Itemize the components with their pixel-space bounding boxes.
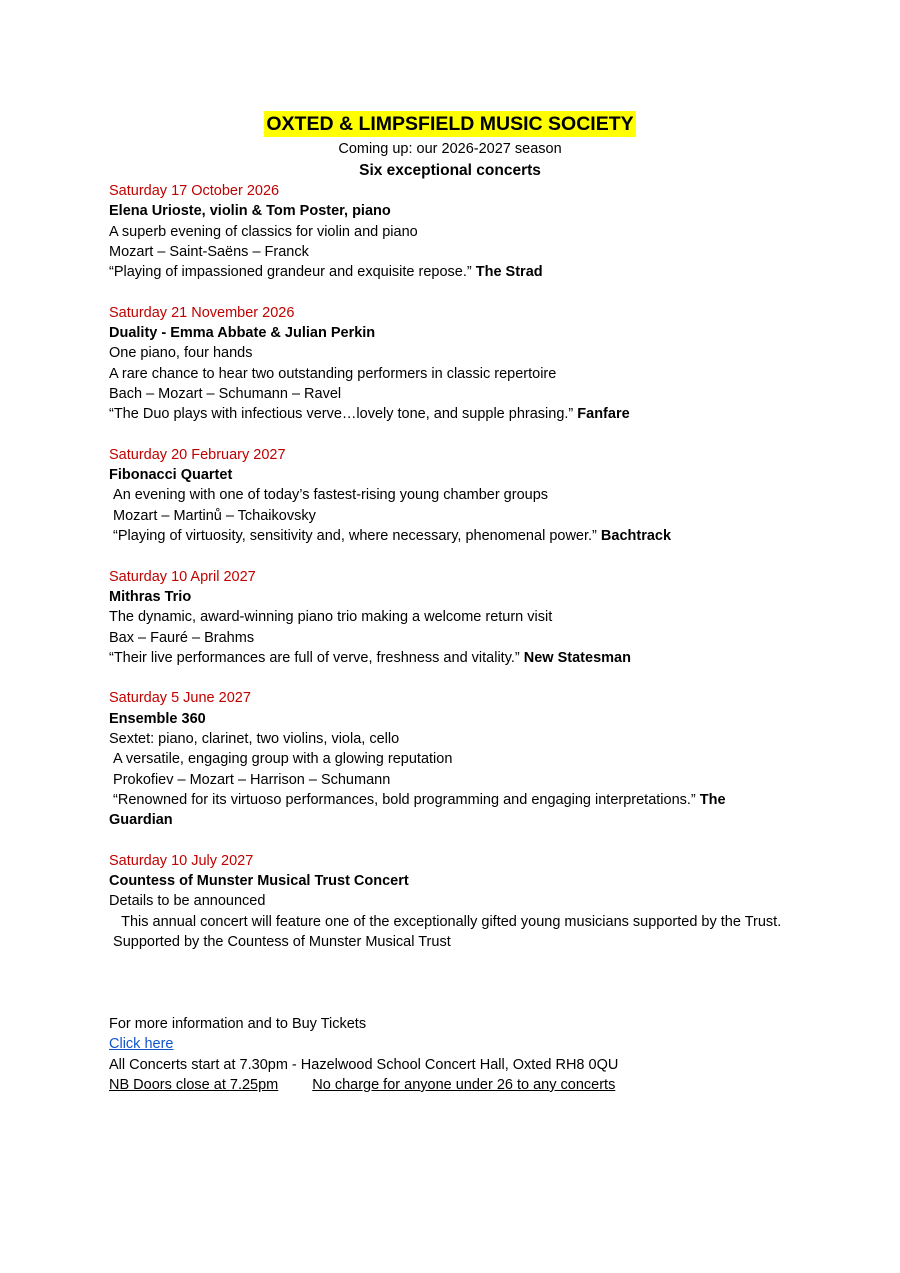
concert-detail: One piano, four hands xyxy=(109,345,253,362)
concert-item xyxy=(109,851,789,952)
concert-programme: Bach – Mozart – Schumann – Ravel xyxy=(109,385,342,402)
concert-detail: A rare chance to hear two outstanding performers in classic repertoire xyxy=(109,365,557,382)
concert-quote xyxy=(109,262,789,282)
concert-programme: Prokofiev – Mozart – Harrison – Schumann xyxy=(109,771,391,788)
concert-performers: Duality - Emma Abbate & Julian Perkin xyxy=(109,325,376,342)
concert-date: Saturday 20 February 2027 xyxy=(109,446,286,463)
concert-performers: Fibonacci Quartet xyxy=(109,467,233,484)
buy-tickets-link[interactable]: Click here xyxy=(109,1036,174,1053)
concert-detail: A versatile, engaging group with a glowing reputation xyxy=(109,751,453,768)
concert-detail: Sextet: piano, clarinet, two violins, viola, cello xyxy=(109,731,400,748)
footer-notes xyxy=(109,1075,789,1095)
concert-performers: Countess of Munster Musical Trust Concert xyxy=(109,873,409,890)
page-title: OXTED & LIMPSFIELD MUSIC SOCIETY xyxy=(266,113,634,135)
season-subtitle: Coming up: our 2026-2027 season xyxy=(338,141,562,157)
concert-date: Saturday 10 April 2027 xyxy=(109,568,256,585)
quote-source: The Guardian xyxy=(109,791,730,829)
concert-detail: The dynamic, award-winning piano trio making a welcome return visit xyxy=(109,609,553,626)
concert-performers: Elena Urioste, violin & Tom Poster, piano xyxy=(109,203,391,220)
concert-programme: Mozart – Saint-Saëns – Franck xyxy=(109,243,309,260)
quote-text: “Renowned for its virtuoso performances, bold programming and engaging interpretations.” xyxy=(109,791,700,808)
concert-performers: Mithras Trio xyxy=(109,588,192,605)
concert-programme: Bax – Fauré – Brahms xyxy=(109,629,255,646)
concert-item xyxy=(109,181,789,282)
doors-note: NB Doors close at 7.25pm xyxy=(109,1076,279,1093)
quote-source: Fanfare xyxy=(577,406,630,423)
quote-source: New Statesman xyxy=(523,649,631,666)
concert-date: Saturday 17 October 2026 xyxy=(109,183,280,199)
quote-text: “Playing of virtuosity, sensitivity and, where necessary, phenomenal power.” xyxy=(109,528,601,545)
concert-item xyxy=(109,303,789,425)
concert-quote xyxy=(109,790,789,831)
quote-source: The Strad xyxy=(475,264,543,281)
concert-quote xyxy=(109,648,789,668)
header xyxy=(0,111,900,181)
charge-note: No charge for anyone under 26 to any concerts xyxy=(312,1076,616,1093)
concert-item xyxy=(109,445,789,546)
quote-text: “Their live performances are full of verve, freshness and vitality.” xyxy=(109,649,524,666)
concert-quote xyxy=(109,404,789,424)
concert-detail: A superb evening of classics for violin and piano xyxy=(109,223,418,240)
concert-detail: Details to be announced xyxy=(109,893,266,910)
footer xyxy=(109,1014,789,1095)
concert-quote xyxy=(109,526,789,546)
concert-date: Saturday 10 July 2027 xyxy=(109,852,254,869)
concert-detail: Supported by the Countess of Munster Musical Trust xyxy=(109,933,451,950)
concert-programme: Mozart – Martinů – Tchaikovsky xyxy=(109,507,316,524)
concert-item xyxy=(109,567,789,668)
quote-source: Bachtrack xyxy=(600,528,672,545)
venue-info: All Concerts start at 7.30pm - Hazelwood School Concert Hall, Oxted RH8 0QU xyxy=(109,1056,619,1073)
concert-detail: An evening with one of today’s fastest-rising young chamber groups xyxy=(109,487,549,504)
concert-list xyxy=(109,181,789,973)
concert-date: Saturday 21 November 2026 xyxy=(109,304,295,321)
concert-performers: Ensemble 360 xyxy=(109,710,206,727)
concert-date: Saturday 5 June 2027 xyxy=(109,690,251,707)
ticket-info: For more information and to Buy Tickets xyxy=(109,1016,367,1032)
quote-text: “The Duo plays with infectious verve…lovely tone, and supple phrasing.” xyxy=(109,406,578,423)
concert-detail: This annual concert will feature one of the exceptionally gifted young musicians supported by the Trust. xyxy=(109,913,782,930)
quote-text: “Playing of impassioned grandeur and exquisite repose.” xyxy=(109,264,476,281)
season-tagline: Six exceptional concerts xyxy=(359,162,541,179)
concert-item xyxy=(109,688,789,830)
